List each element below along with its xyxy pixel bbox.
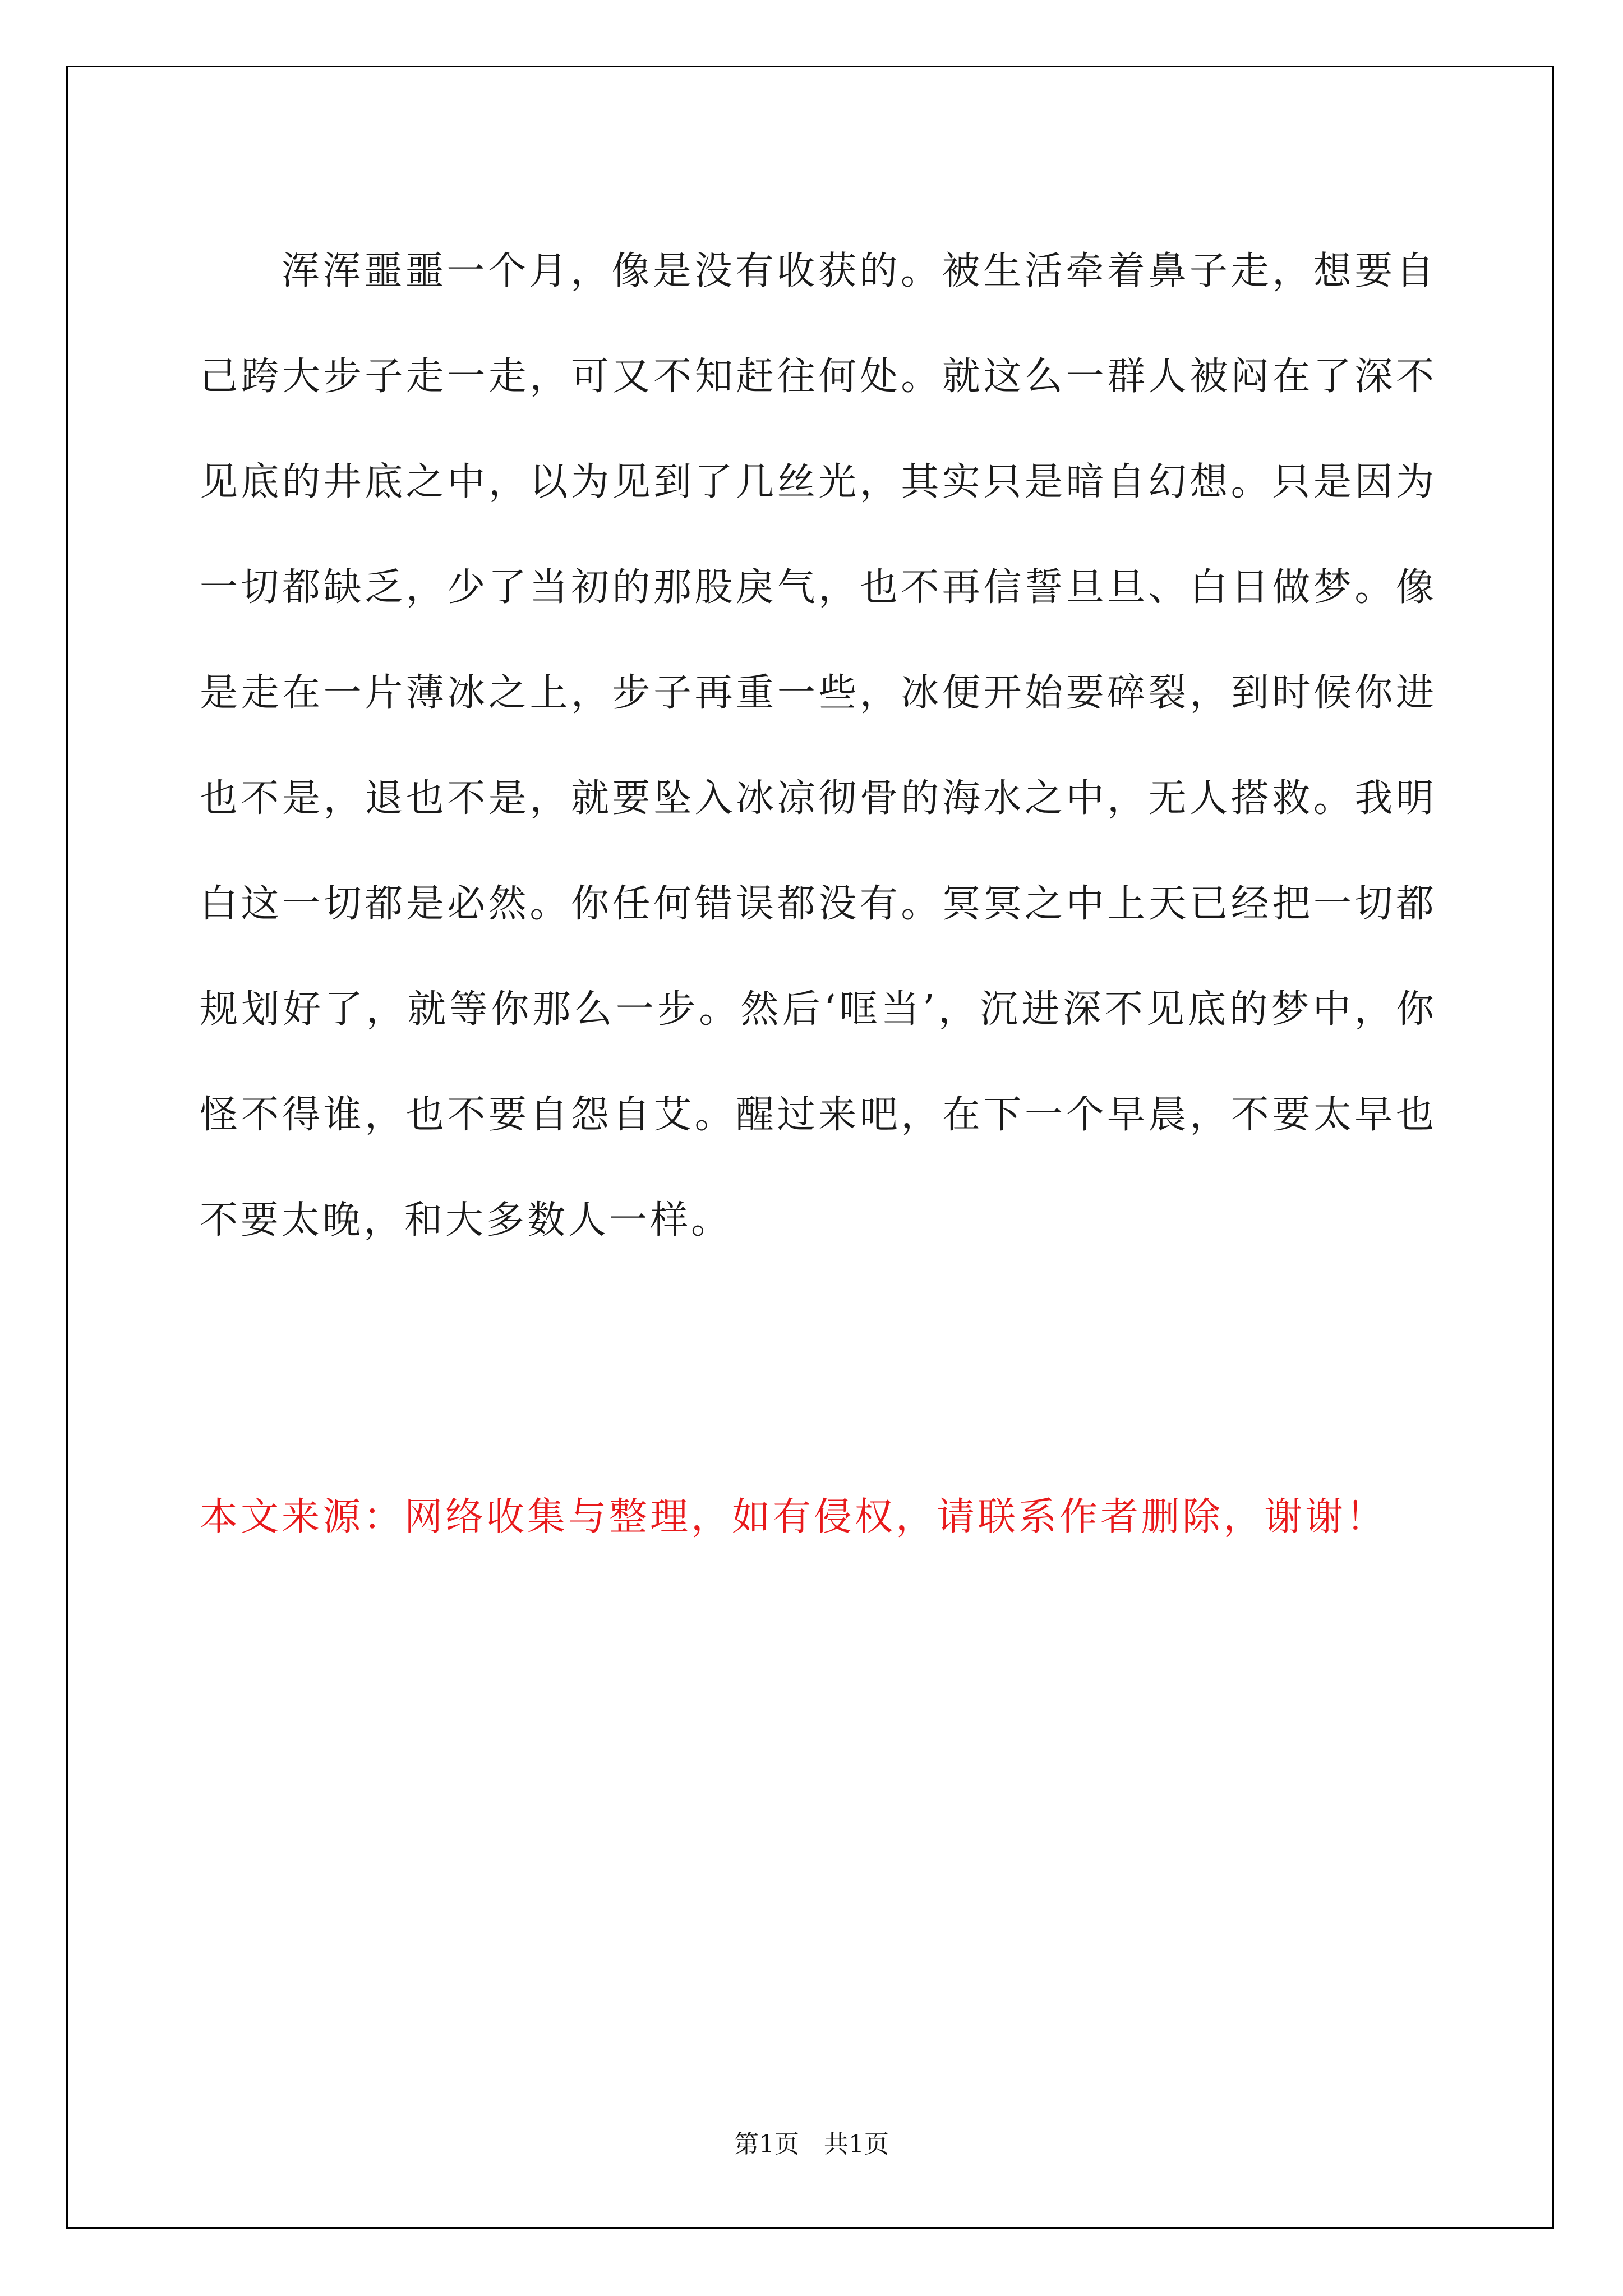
- page-footer: 第1页 共1页: [734, 2130, 889, 2159]
- source-note: 本文来源：网络收集与整理，如有侵权，请联系作者删除，谢谢！: [200, 1495, 1387, 1539]
- body-paragraph: 浑浑噩噩一个月，像是没有收获的。被生活牵着鼻子走，想要自己跨大步子走一走，可又不知赶往何处。就这么一群人被闷在了深不见底的井底之中，以为见到了几丝光，其实只是暗自幻想。只是因为一切都缺乏，少了当初的那股戾气，也不再信誓旦旦、白日做梦。像是走在一片薄冰之上，步子再重一些，冰便开始要碎裂，到时候你进也不是，退也不是，就要坠入冰凉彻骨的海水之中，无人搭救。我明白这一切都是必然。你任何错误都没有。冥冥之中上天已经把一切都规划好了，就等你那么一步。然后‘哐当’，沉进深不见底的梦中，你怪不得谁，也不要自怨自艾。醒过来吧，在下一个早晨，不要太早也不要太晚，和大多数人一样。: [200, 249, 1437, 1243]
- document-body: [200, 219, 1437, 1273]
